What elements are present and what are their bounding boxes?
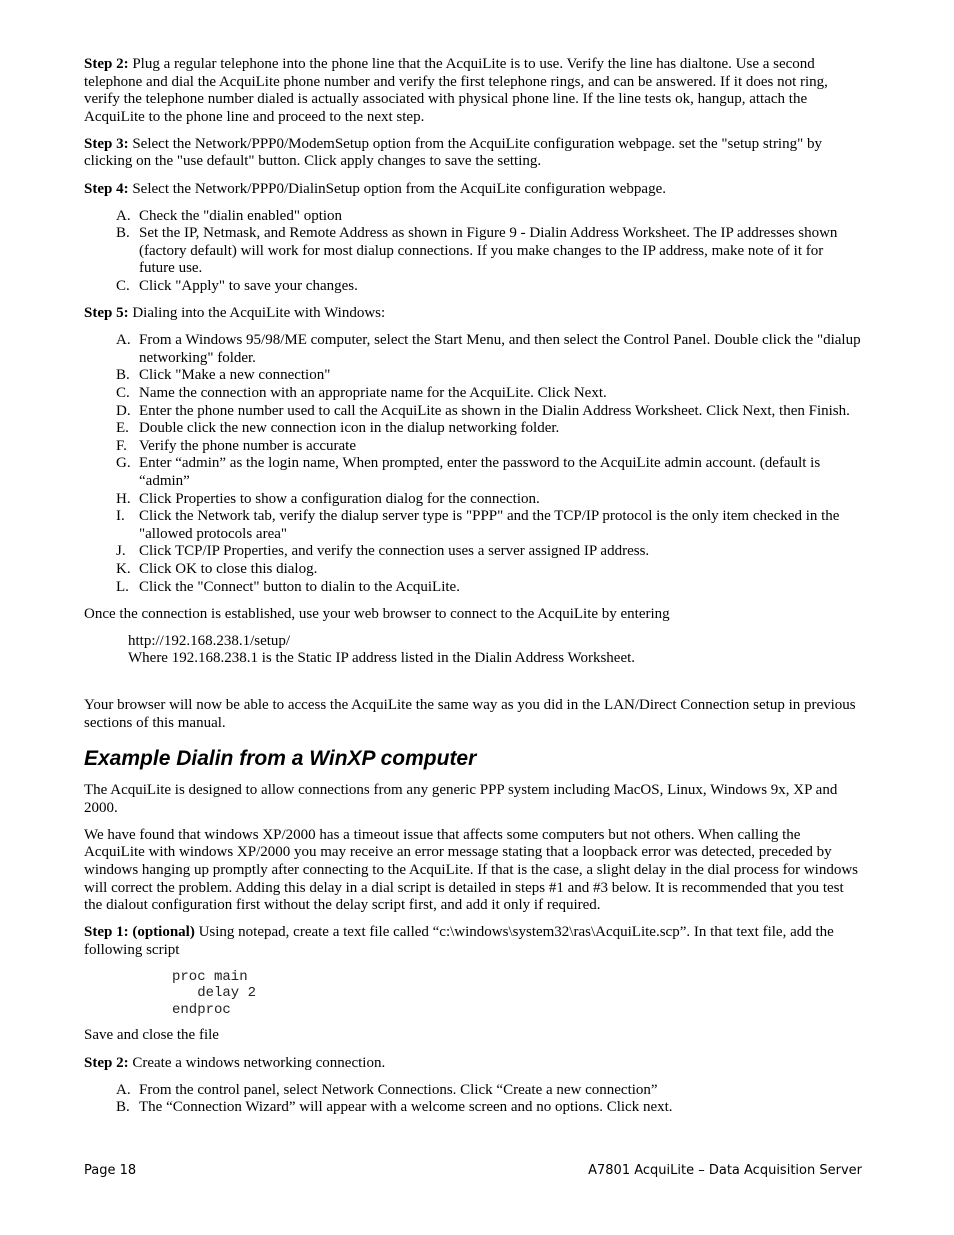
xp-step2-paragraph: [84, 1055, 862, 1073]
list-marker: A.: [116, 1081, 131, 1098]
list-item-text: Click OK to close this dialog.: [139, 560, 318, 577]
list-item: [116, 402, 862, 421]
list-marker: G.: [116, 455, 131, 472]
list-marker: C.: [116, 278, 130, 295]
list-item-text: From a Windows 95/98/ME computer, select the Start Menu, and then select the Control Panel. Double click the "dialup networking" folder.: [139, 332, 861, 366]
list-item-text: Double click the new connection icon in the dialup networking folder.: [139, 420, 560, 437]
step-text: Using notepad, create a text file called “c:\windows\system32\ras\AcquiLite.scp”. In that text file, add the following script: [84, 924, 834, 958]
step-text: Select the Network/PPP0/ModemSetup option from the AcquiLite configuration webpage. set the "setup string" by clicking on the "use default" button. Click apply changes to save the setting.: [84, 135, 822, 170]
list-marker: A.: [116, 332, 131, 349]
list-item-text: The “Connection Wizard” will appear with a welcome screen and no options. Click next.: [139, 1099, 673, 1116]
static-ip-note: Where 192.168.238.1 is the Static IP address listed in the Dialin Address Worksheet.: [128, 650, 636, 667]
list-item-text: Set the IP, Netmask, and Remote Address as shown in Figure 9 - Dialin Address Worksheet. The IP addresses shown (factory default) will work for most dialup connections. If you make changes to the IP address, make note of it for future use.: [139, 225, 838, 277]
step-label: Step 5:: [84, 305, 129, 322]
step5-paragraph: [84, 305, 862, 323]
list-item: [116, 278, 862, 296]
save-paragraph: Save and close the file: [84, 1027, 219, 1044]
step5-list: [84, 332, 862, 596]
spacer: [84, 676, 862, 697]
list-marker: H.: [116, 490, 131, 507]
list-marker: B.: [116, 367, 130, 384]
setup-url-block: [84, 633, 862, 668]
step4-list: [84, 208, 862, 296]
timeout-paragraph: We have found that windows XP/2000 has a timeout issue that affects some computers but not others. When calling the AcquiLite with windows XP/2000 you may receive an error message stating that a loopback error was detected, preceded by windows hanging up promptly after connecting to the AcquiLite. If that is the case, a slight delay in the dial process for windows will correct the problem. Adding this delay in a dial script is detailed in steps #1 and #3 below. It is recommended that you test the dialout configuration first without the delay script first, and add it only if required.: [84, 826, 858, 914]
step-label: Step 2:: [84, 1054, 129, 1071]
list-item: [116, 420, 862, 438]
list-item-text: Verify the phone number is accurate: [139, 437, 356, 454]
list-marker: J.: [116, 543, 126, 560]
list-item-text: Click "Apply" to save your changes.: [139, 278, 358, 295]
list-item-text: Enter the phone number used to call the AcquiLite as shown in the Dialin Address Worksheet. Click Next, then Finish.: [139, 402, 850, 419]
step-label: Step 4:: [84, 180, 129, 197]
step-label: Step 1: (optional): [84, 924, 195, 941]
list-marker: E.: [116, 420, 129, 437]
list-item-text: Click Properties to show a configuration dialog for the connection.: [139, 490, 540, 507]
list-marker: F.: [116, 437, 127, 454]
list-marker: I.: [116, 508, 125, 525]
step-text: Create a windows networking connection.: [128, 1054, 386, 1071]
step-label: Step 3:: [84, 135, 129, 152]
list-marker: D.: [116, 402, 131, 419]
list-marker: A.: [116, 207, 131, 224]
list-item-text: Click the "Connect" button to dialin to the AcquiLite.: [139, 578, 460, 595]
xp-step1-paragraph: [84, 924, 862, 959]
step-label: Step 2:: [84, 56, 129, 72]
step-text: Select the Network/PPP0/DialinSetup option from the AcquiLite configuration webpage.: [128, 180, 666, 197]
list-item: [116, 508, 862, 543]
list-item: [116, 560, 862, 579]
list-item: [116, 1099, 862, 1117]
list-item-text: Click "Make a new connection": [139, 367, 331, 384]
list-marker: B.: [116, 225, 130, 242]
list-item: [116, 225, 862, 278]
list-item: [116, 578, 862, 597]
list-item: [116, 1081, 862, 1100]
list-item-text: Click TCP/IP Properties, and verify the connection uses a server assigned IP address.: [139, 543, 650, 560]
list-item: [116, 455, 862, 490]
script-code-block: proc main delay 2 endproc: [172, 968, 257, 1018]
list-item: [116, 385, 862, 403]
step3-paragraph: [84, 136, 862, 171]
list-item: [116, 543, 862, 561]
list-item-text: Name the connection with an appropriate name for the AcquiLite. Click Next.: [139, 385, 607, 401]
connection-paragraph: Once the connection is established, use your web browser to connect to the AcquiLite by entering: [84, 605, 670, 622]
list-marker: B.: [116, 1099, 130, 1116]
list-item: [116, 490, 862, 509]
list-item-text: Enter “admin” as the login name, When prompted, enter the password to the AcquiLite admin account. (default is “admin”: [139, 455, 821, 489]
list-item-text: From the control panel, select Network Connections. Click “Create a new connection”: [139, 1081, 658, 1098]
step-text: Dialing into the AcquiLite with Windows:: [128, 305, 386, 322]
step2-paragraph: [84, 56, 862, 126]
list-item: [116, 367, 862, 385]
xp-step2-list: [84, 1082, 862, 1117]
setup-url: http://192.168.238.1/setup/: [128, 632, 291, 649]
list-marker: K.: [116, 560, 131, 577]
list-marker: C.: [116, 385, 130, 401]
section-heading: Example Dialin from a WinXP computer: [84, 747, 477, 771]
step4-paragraph: [84, 181, 862, 199]
list-item: [116, 207, 862, 226]
list-item-text: Check the "dialin enabled" option: [139, 207, 343, 224]
footer-product-title: A7801 AcquiLite – Data Acquisition Server: [588, 1163, 862, 1178]
winxp-intro-paragraph: The AcquiLite is designed to allow connections from any generic PPP system including MacOS, Linux, Windows 9x, XP and 2000.: [84, 782, 838, 816]
list-item: [116, 437, 862, 456]
list-marker: L.: [116, 578, 129, 595]
step-text: Plug a regular telephone into the phone line that the AcquiLite is to use. Verify the line has dialtone. Use a second telephone and dial the AcquiLite phone number and verify the first telephone rings, and can be answered. If it does not ring, verify the telephone number dialed is actually associated with physical phone line. If the line tests ok, hangup, attach the AcquiLite to the phone line and proceed to the next step.: [84, 56, 828, 125]
browser-paragraph: Your browser will now be able to access the AcquiLite the same way as you did in the LAN/Direct Connection setup in previous sections of this manual.: [84, 696, 856, 731]
page-number: Page 18: [84, 1163, 137, 1178]
document-page: [84, 56, 862, 1126]
list-item: [116, 332, 862, 367]
list-item-text: Click the Network tab, verify the dialup server type is "PPP" and the TCP/IP protocol is the only item checked in the "allowed protocols area": [139, 508, 840, 542]
